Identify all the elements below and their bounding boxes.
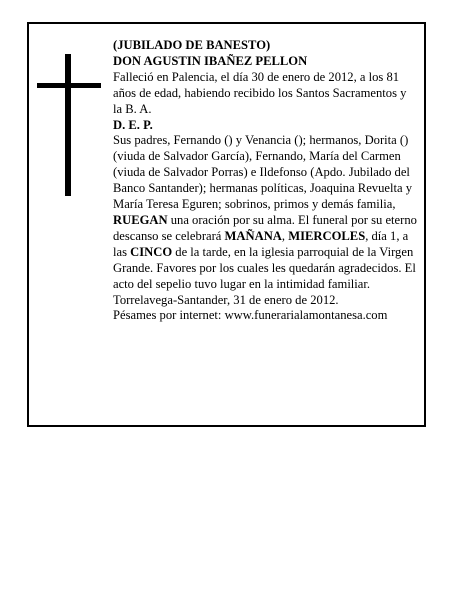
ruegan-word: RUEGAN bbox=[113, 212, 168, 227]
cross-vertical-bar bbox=[65, 54, 71, 196]
funeral-text-2: , bbox=[281, 228, 286, 243]
cinco-word: CINCO bbox=[130, 244, 173, 259]
dep-line: D. E. P. bbox=[113, 117, 153, 132]
death-announcement: Falleció en Palencia, el día 30 de enero de 2012, a los 81 años de edad, habiendo recibido los Santos Sacramentos y la B. A. bbox=[113, 69, 407, 116]
funeral-text-3: , día 1, a las bbox=[113, 228, 409, 259]
obituary-text bbox=[113, 38, 418, 324]
heading-retired: (JUBILADO DE BANESTO) bbox=[113, 38, 271, 52]
manana-word: MAÑANA bbox=[224, 228, 282, 243]
condolences-line: Pésames por internet: www.funerarialamontanesa.com bbox=[113, 308, 388, 323]
funeral-text-1: una oración por su alma. El funeral por su eterno descanso se celebrará bbox=[113, 212, 417, 243]
funeral-text-4: de la tarde, en la iglesia parroquial de la Virgen Grande. Favores por los cuales les quedarán agradecidos. El acto del sepelio tuvo lugar en la intimidad familiar. bbox=[113, 244, 416, 291]
funeral-paragraph bbox=[113, 213, 418, 293]
family-list: Sus padres, Fernando () y Venancia (); hermanos, Dorita () (viuda de Salvador García), Fernando, María del Carmen (viuda de Salvador Porras) e Ildefonso (Apdo. Jubilado del Banco Santander); hermanas políticas, Joaquina Revuelta y María Teresa Eguren; sobrinos, primos y demás familia, bbox=[113, 133, 413, 212]
miercoles-word: MIERCOLES bbox=[288, 228, 366, 243]
deceased-name: DON AGUSTIN IBAÑEZ PELLON bbox=[113, 53, 308, 68]
cross-horizontal-bar bbox=[37, 83, 101, 88]
place-date: Torrelavega-Santander, 31 de enero de 2012. bbox=[113, 292, 339, 307]
latin-cross-icon bbox=[37, 54, 101, 196]
